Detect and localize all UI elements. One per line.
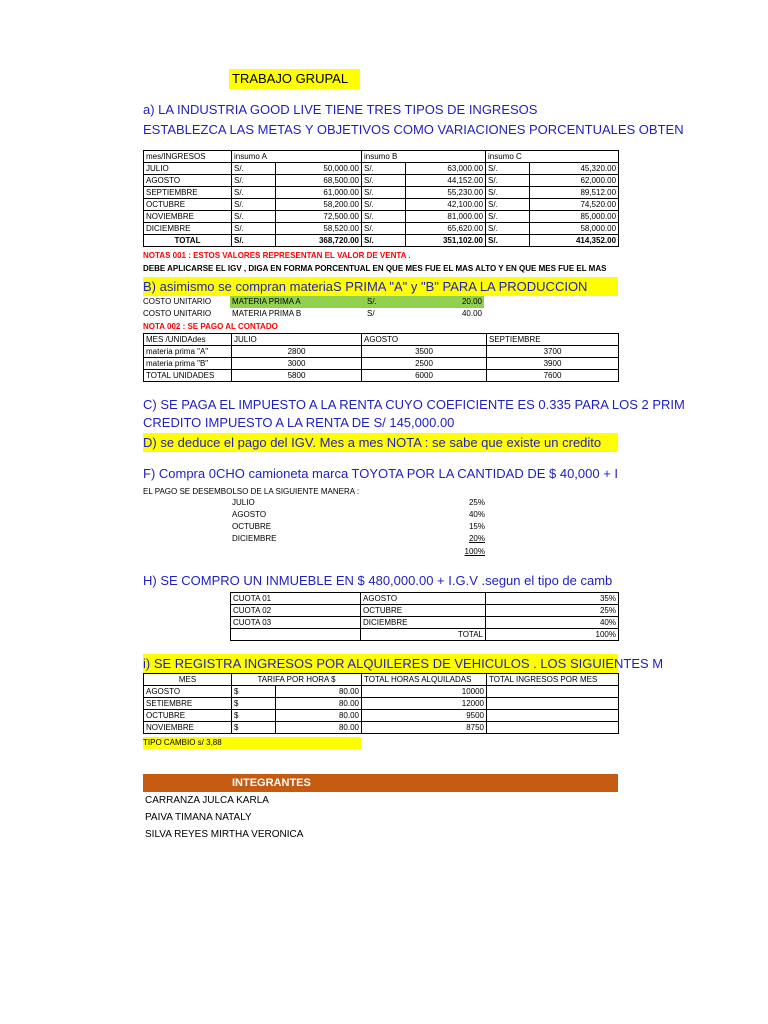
rental-header-0: MES	[144, 674, 232, 686]
cell-cuota: CUOTA 01	[231, 593, 361, 605]
cell-ingresos	[487, 686, 619, 698]
cell-total-c: 414,352.00	[530, 235, 619, 247]
integrantes-bar	[143, 774, 618, 792]
integrante-2: PAIVA TIMANA NATALY	[145, 812, 252, 823]
table-row	[144, 163, 619, 175]
cell-currency: $	[232, 722, 276, 734]
cell-currency: S/.	[232, 163, 276, 175]
cell-mes: NOVIEMBRE	[144, 722, 232, 734]
section-c-line1: C) SE PAGA EL IMPUESTO A LA RENTA CUYO COEFICIENTE ES 0.335 PARA LOS 2 PRIM	[143, 397, 685, 412]
cell-mes: NOVIEMBRE	[144, 211, 232, 223]
cell-tarifa: 80.00	[276, 722, 362, 734]
cell-currency: $	[232, 686, 276, 698]
cost-value-1: 20.00	[461, 297, 482, 306]
cell-pct: 40%	[486, 617, 619, 629]
cost-cur-1: S/.	[367, 297, 377, 306]
cell-currency: S/.	[486, 211, 530, 223]
cell-total-a: 368,720.00	[276, 235, 362, 247]
cell-ingresos	[487, 698, 619, 710]
f-pct-3: 20%	[468, 534, 485, 543]
cell-ingresos	[487, 722, 619, 734]
cost-label-2: COSTO UNITARIO	[143, 309, 212, 318]
cost-row-1-highlight	[230, 296, 484, 308]
f-mes-1: AGOSTO	[232, 510, 267, 519]
section-f-heading: F) Compra 0CHO camioneta marca TOYOTA POR LA CANTIDAD DE $ 40,000 + I	[143, 466, 619, 481]
cell-cuota: CUOTA 03	[231, 617, 361, 629]
cell-v1: 2800	[232, 346, 362, 358]
cell-currency: S/.	[362, 211, 406, 223]
cell-label: materia prima "A"	[144, 346, 232, 358]
income-header-mes: mes/INGRESOS	[144, 151, 232, 163]
cell-currency: S/.	[486, 235, 530, 247]
units-header-row	[144, 334, 619, 346]
cell-currency: S/.	[362, 199, 406, 211]
section-f-intro: EL PAGO SE DESEMBOLSO DE LA SIGUIENTE MANERA :	[143, 487, 360, 496]
f-pct-1: 40%	[468, 510, 485, 519]
table-row	[144, 223, 619, 235]
cell-horas: 10000	[362, 686, 487, 698]
integrantes-heading: INTEGRANTES	[232, 777, 311, 789]
rental-header-3: TOTAL INGRESOS POR MES	[487, 674, 619, 686]
rental-header-2: TOTAL HORAS ALQUILADAS	[362, 674, 487, 686]
nota-002: NOTA 002 : SE PAGO AL CONTADO	[143, 322, 278, 331]
cell-mes: AGOSTO	[144, 686, 232, 698]
cell-a: 61,000.00	[276, 187, 362, 199]
income-table	[143, 150, 619, 247]
income-header-b: insumo B	[362, 151, 486, 163]
table-row	[231, 605, 619, 617]
cell-horas: 9500	[362, 710, 487, 722]
cuotas-total-row	[231, 629, 619, 641]
table-row	[144, 370, 619, 382]
table-row	[231, 617, 619, 629]
section-a-line1: a) LA INDUSTRIA GOOD LIVE TIENE TRES TIPOS DE INGRESOS	[143, 102, 538, 117]
cell-label: materia prima "B"	[144, 358, 232, 370]
cell-ingresos	[487, 710, 619, 722]
cell-b: 44,152.00	[406, 175, 486, 187]
cuotas-table	[230, 592, 619, 641]
table-row	[144, 211, 619, 223]
units-header-3: SEPTIEMBRE	[487, 334, 619, 346]
cell-total-b: 351,102.00	[406, 235, 486, 247]
igv-text: DEBE APLICARSE EL IGV , DIGA EN FORMA PORCENTUAL EN QUE MES FUE EL MAS ALTO Y EN QUE MES FUE EL MAS	[143, 264, 607, 273]
cell-a: 72,500.00	[276, 211, 362, 223]
income-header-a: insumo A	[232, 151, 362, 163]
cell-tarifa: 80.00	[276, 686, 362, 698]
f-mes-3: DICIEMBRE	[232, 534, 277, 543]
f-pct-0: 25%	[468, 498, 485, 507]
cell-v2: 2500	[362, 358, 487, 370]
units-header-0: MES /UNIDAdes	[144, 334, 232, 346]
units-header-2: AGOSTO	[362, 334, 487, 346]
cell-b: 42,100.00	[406, 199, 486, 211]
cell-v2: 3500	[362, 346, 487, 358]
cell-total-label: TOTAL	[361, 629, 486, 641]
cell-mes: DICIEMBRE	[361, 617, 486, 629]
section-i-heading: i) SE REGISTRA INGRESOS POR ALQUILERES DE VEHICULOS . LOS SIGUIENTES M	[143, 656, 664, 671]
cell-v3: 3900	[487, 358, 619, 370]
cell-a: 58,200.00	[276, 199, 362, 211]
cost-cur-2: S/	[367, 309, 375, 318]
table-row	[144, 710, 619, 722]
cell-currency: S/.	[232, 199, 276, 211]
cell-cuota: CUOTA 02	[231, 605, 361, 617]
cell-mes: AGOSTO	[144, 175, 232, 187]
cell-v3: 3700	[487, 346, 619, 358]
cell-mes: OCTUBRE	[144, 710, 232, 722]
cell-mes: DICIEMBRE	[144, 223, 232, 235]
rental-header-1: TARIFA POR HORA $	[232, 674, 362, 686]
cell-mes: JULIO	[144, 163, 232, 175]
cell-v3: 7600	[487, 370, 619, 382]
cell-b: 63,000.00	[406, 163, 486, 175]
cell-total: 100%	[486, 629, 619, 641]
cell-horas: 8750	[362, 722, 487, 734]
cell-c: 62,000.00	[530, 175, 619, 187]
table-row	[144, 698, 619, 710]
table-row	[144, 346, 619, 358]
cell-currency: $	[232, 698, 276, 710]
cell-pct: 25%	[486, 605, 619, 617]
cell-a: 58,520.00	[276, 223, 362, 235]
cell-b: 81,000.00	[406, 211, 486, 223]
cell-mes: OCTUBRE	[144, 199, 232, 211]
cell-empty	[231, 629, 361, 641]
cell-mes: OCTUBRE	[361, 605, 486, 617]
table-row	[144, 358, 619, 370]
cell-label: TOTAL UNIDADES	[144, 370, 232, 382]
cell-mes: SETIEMBRE	[144, 698, 232, 710]
rental-table	[143, 673, 619, 734]
cost-value-2: 40.00	[461, 309, 482, 318]
integrante-1: CARRANZA JULCA KARLA	[145, 795, 269, 806]
section-d: D) se deduce el pago del IGV. Mes a mes NOTA : se sabe que existe un credito	[143, 433, 618, 452]
cell-currency: S/.	[362, 175, 406, 187]
f-mes-0: JULIO	[232, 498, 255, 507]
cell-currency: S/.	[362, 223, 406, 235]
cell-b: 65,620.00	[406, 223, 486, 235]
table-row	[144, 722, 619, 734]
cell-currency: S/.	[362, 187, 406, 199]
cell-c: 85,000.00	[530, 211, 619, 223]
tipo-cambio: TIPO CAMBIO s/ 3,88	[143, 737, 361, 749]
cell-currency: S/.	[232, 187, 276, 199]
table-row	[144, 187, 619, 199]
cell-currency: $	[232, 710, 276, 722]
cell-horas: 12000	[362, 698, 487, 710]
cell-c: 45,320.00	[530, 163, 619, 175]
table-row	[144, 199, 619, 211]
cell-c: 58,000.00	[530, 223, 619, 235]
cell-tarifa: 80.00	[276, 710, 362, 722]
income-header-c: insumo C	[486, 151, 619, 163]
cell-tarifa: 80.00	[276, 698, 362, 710]
table-row	[144, 686, 619, 698]
table-row	[144, 175, 619, 187]
section-h-heading: H) SE COMPRO UN INMUEBLE EN $ 480,000.00 + I.G.V .segun el tipo de camb	[143, 573, 613, 588]
units-table	[143, 333, 619, 382]
cell-currency: S/.	[486, 175, 530, 187]
cell-a: 68,500.00	[276, 175, 362, 187]
cell-v1: 3000	[232, 358, 362, 370]
cell-currency: S/.	[232, 175, 276, 187]
cell-total-label: TOTAL	[144, 235, 232, 247]
income-header-row	[144, 151, 619, 163]
cell-mes: SEPTIEMBRE	[144, 187, 232, 199]
cell-currency: S/.	[486, 199, 530, 211]
cell-currency: S/.	[362, 163, 406, 175]
cell-currency: S/.	[362, 235, 406, 247]
section-b-heading: B) asimismo se compran materiaS PRIMA "A" y "B" PARA LA PRODUCCION	[143, 277, 618, 296]
cost-item-2: MATERIA PRIMA B	[232, 309, 302, 318]
cost-item-1: MATERIA PRIMA A	[232, 297, 301, 306]
cell-pct: 35%	[486, 593, 619, 605]
cell-currency: S/.	[486, 163, 530, 175]
f-mes-2: OCTUBRE	[232, 522, 272, 531]
cell-currency: S/.	[486, 187, 530, 199]
cell-currency: S/.	[486, 223, 530, 235]
cell-v1: 5800	[232, 370, 362, 382]
f-total: 100%	[464, 547, 485, 556]
section-c-line2: CREDITO IMPUESTO A LA RENTA DE S/ 145,000.00	[143, 415, 455, 430]
cost-label-1: COSTO UNITARIO	[143, 297, 212, 306]
table-row	[231, 593, 619, 605]
cell-b: 55,230.00	[406, 187, 486, 199]
cell-currency: S/.	[232, 235, 276, 247]
income-total-row	[144, 235, 619, 247]
cell-v2: 6000	[362, 370, 487, 382]
cell-c: 89,512.00	[530, 187, 619, 199]
rental-header-row	[144, 674, 619, 686]
cell-c: 74,520.00	[530, 199, 619, 211]
cell-currency: S/.	[232, 223, 276, 235]
nota-001: NOTAS 001 : ESTOS VALORES REPRESENTAN EL VALOR DE VENTA .	[143, 251, 411, 260]
page-title: TRABAJO GRUPAL	[229, 69, 360, 89]
units-header-1: JULIO	[232, 334, 362, 346]
section-a-line2: ESTABLEZCA LAS METAS Y OBJETIVOS COMO VARIACIONES PORCENTUALES OBTEN	[143, 122, 684, 137]
cell-a: 50,000.00	[276, 163, 362, 175]
cell-currency: S/.	[232, 211, 276, 223]
cell-mes: AGOSTO	[361, 593, 486, 605]
integrante-3: SILVA REYES MIRTHA VERONICA	[145, 829, 304, 840]
f-pct-2: 15%	[468, 522, 485, 531]
